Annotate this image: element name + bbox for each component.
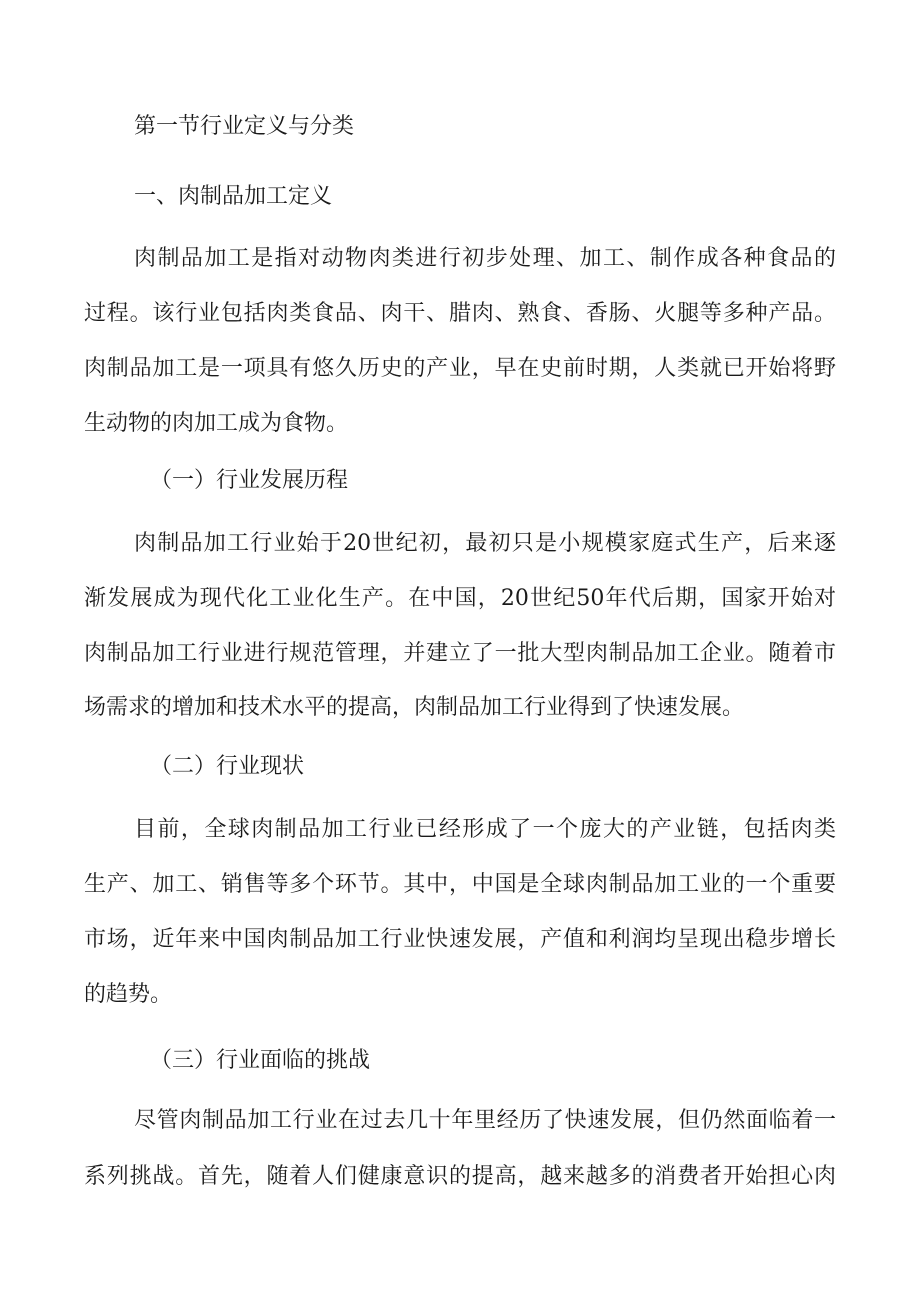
paragraph-line: 肉制品加工行业进行规范管理，并建立了一批大型肉制品加工企业。随着市 <box>84 641 836 666</box>
heading-definition: 一、肉制品加工定义 <box>134 184 333 209</box>
paragraph-line: 的趋势。 <box>84 982 173 1007</box>
paragraph-line: 市场，近年来中国肉制品加工行业快速发展，产值和利润均呈现出稳步增长 <box>84 927 836 952</box>
paragraph-line: 肉制品加工行业始于20世纪初，最初只是小规模家庭式生产，后来逐 <box>134 531 836 556</box>
section-title: 第一节行业定义与分类 <box>134 114 355 139</box>
subheading-challenges: （三）行业面临的挑战 <box>150 1048 371 1073</box>
paragraph-line: 肉制品加工是指对动物肉类进行初步处理、加工、制作成各种食品的 <box>134 246 836 271</box>
paragraph-line: 场需求的增加和技术水平的提高，肉制品加工行业得到了快速发展。 <box>84 695 745 720</box>
paragraph-line: 尽管肉制品加工行业在过去几十年里经历了快速发展，但仍然面临着一 <box>134 1108 836 1133</box>
paragraph-line: 系列挑战。首先，随着人们健康意识的提高，越来越多的消费者开始担心肉 <box>84 1164 836 1189</box>
paragraph-line: 渐发展成为现代化工业化生产。在中国，20世纪50年代后期，国家开始对 <box>84 586 836 611</box>
paragraph-line: 目前，全球肉制品加工行业已经形成了一个庞大的产业链，包括肉类 <box>134 817 836 842</box>
paragraph-line: 过程。该行业包括肉类食品、肉干、腊肉、熟食、香肠、火腿等多种产品。 <box>84 301 836 326</box>
subheading-history: （一）行业发展历程 <box>150 468 349 493</box>
paragraph-line: 生动物的肉加工成为食物。 <box>84 411 349 436</box>
subheading-status: （二）行业现状 <box>150 754 305 779</box>
paragraph-line: 肉制品加工是一项具有悠久历史的产业，早在史前时期，人类就已开始将野 <box>84 356 836 381</box>
paragraph-line: 生产、加工、销售等多个环节。其中，中国是全球肉制品加工业的一个重要 <box>84 872 836 897</box>
